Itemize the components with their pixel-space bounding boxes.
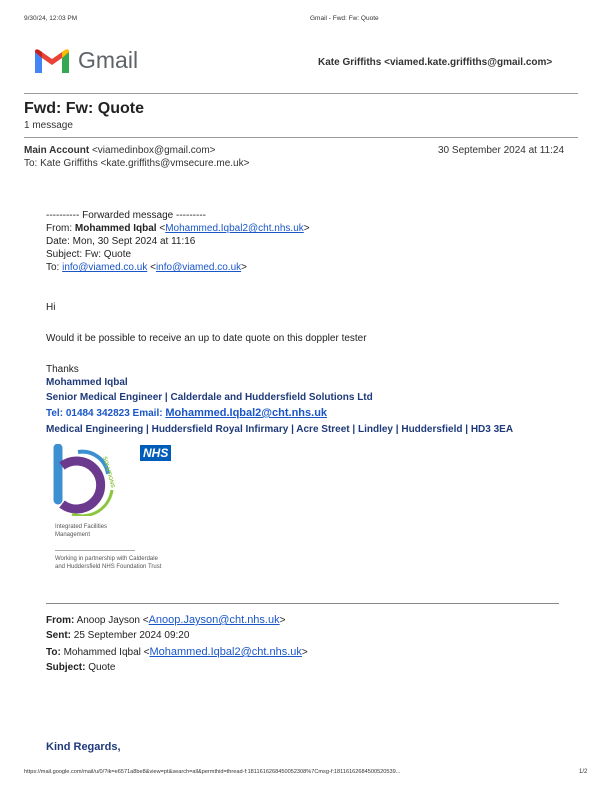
print-page-number: 1/2: [579, 769, 588, 775]
logo-divider: [55, 550, 135, 551]
logo-solutions-text: SOLUTIONS: [101, 456, 116, 489]
quoted-subject-value: Quote: [85, 662, 116, 673]
body-thanks: Thanks: [46, 364, 79, 375]
quoted-from-email-link[interactable]: Anoop.Jayson@cht.nhs.uk: [148, 614, 280, 626]
divider: [24, 137, 578, 138]
account-email: Kate Griffiths <viamed.kate.griffiths@gmail.com>: [318, 57, 553, 68]
logo-caption-1: Integrated Facilities: [55, 524, 108, 530]
quoted-to: To: Mohammed Iqbal <Mohammed.Iqbal2@cht.nhs.uk>: [46, 646, 308, 658]
forward-from-email-link[interactable]: Mohammed.Iqbal2@cht.nhs.uk: [165, 223, 304, 234]
sender-email: <viamedinbox@gmail.com>: [89, 145, 216, 156]
forward-to-label: To:: [46, 262, 63, 273]
print-url: https://mail.google.com/mail/u/0/?ik=e6571a8be8&view=pt&search=all&permthid=thread-f:1811616268450052308%7Cmsg-f:18116162684500520539...: [24, 769, 401, 775]
message-date: 30 September 2024 at 11:24: [438, 145, 565, 156]
to-label: To:: [24, 158, 41, 169]
quoted-subject: [46, 662, 115, 673]
quoted-sent: [46, 630, 189, 641]
gmail-logo[interactable]: [34, 47, 139, 79]
forward-from-name: Mohammed Iqbal: [74, 223, 157, 234]
sig-email-link[interactable]: Mohammed.Iqbal2@cht.nhs.uk: [165, 407, 328, 419]
forward-date: Date: Mon, 30 Sept 2024 at 11:16: [46, 236, 196, 247]
quoted-from-name: Anoop Jayson <: [74, 615, 149, 626]
forward-to-link[interactable]: info@viamed.co.uk: [62, 262, 148, 273]
sig-contact: [46, 407, 327, 419]
sender-name: Main Account: [24, 145, 90, 156]
forward-to-link-2[interactable]: info@viamed.co.uk: [155, 262, 242, 273]
print-page-title: Gmail - Fwd: Fw: Quote: [310, 15, 379, 22]
forward-from-label: From:: [46, 223, 75, 234]
solutions-logo-icon: [48, 444, 138, 516]
quoted-subject-label: Subject:: [46, 662, 86, 673]
sig-tel: Tel: 01484 342823 Email:: [46, 408, 166, 419]
partnership-line-1: Working in partnership with Calderdale: [55, 556, 158, 562]
quoted-to-label: To:: [46, 647, 61, 658]
quoted-to-email-link[interactable]: Mohammed.Iqbal2@cht.nhs.uk: [149, 646, 302, 658]
logo-caption-2: Management: [55, 532, 91, 538]
quote-divider: [46, 603, 559, 604]
to-value: Kate Griffiths <kate.griffiths@vmsecure.me.uk>: [40, 158, 250, 169]
forward-to: To: info@viamed.co.uk <info@viamed.co.uk>: [46, 262, 247, 273]
message-from: [24, 145, 216, 156]
solutions-logo: [48, 444, 138, 514]
sig-name: Mohammed Iqbal: [46, 377, 128, 388]
divider: [24, 93, 578, 94]
body-greeting: Hi: [46, 302, 56, 313]
message-to: [24, 158, 249, 169]
sig-title: Senior Medical Engineer | Calderdale and Huddersfield Solutions Ltd: [46, 392, 373, 403]
forward-subject: Subject: Fw: Quote: [46, 249, 132, 260]
quoted-from-label: From:: [46, 615, 75, 626]
body-text: Would it be possible to receive an up to date quote on this doppler tester: [46, 333, 367, 344]
forward-separator: ---------- Forwarded message ---------: [46, 210, 206, 221]
thread-subject: Fwd: Fw: Quote: [24, 100, 144, 117]
partnership-line-2: and Huddersfield NHS Foundation Trust: [55, 564, 162, 570]
nhs-logo: NHS: [140, 445, 171, 461]
sig-address: Medical Engineering | Huddersfield Royal Infirmary | Acre Street | Lindley | Huddersfield | HD3 3EA: [46, 424, 514, 435]
quoted-from: From: Anoop Jayson <Anoop.Jayson@cht.nhs.uk>: [46, 614, 286, 626]
quoted-sent-value: 25 September 2024 09:20: [71, 630, 190, 641]
print-datetime: 9/30/24, 12:03 PM: [24, 15, 78, 22]
gmail-wordmark: Gmail: [78, 47, 139, 73]
quoted-to-name: Mohammed Iqbal <: [60, 647, 150, 658]
forward-from: From: Mohammed Iqbal <Mohammed.Iqbal2@cht.nhs.uk>: [46, 223, 310, 234]
quoted-sent-label: Sent:: [46, 630, 71, 641]
gmail-m-icon: [34, 47, 70, 74]
message-count: 1 message: [24, 120, 73, 131]
closing: Kind Regards,: [46, 741, 121, 753]
